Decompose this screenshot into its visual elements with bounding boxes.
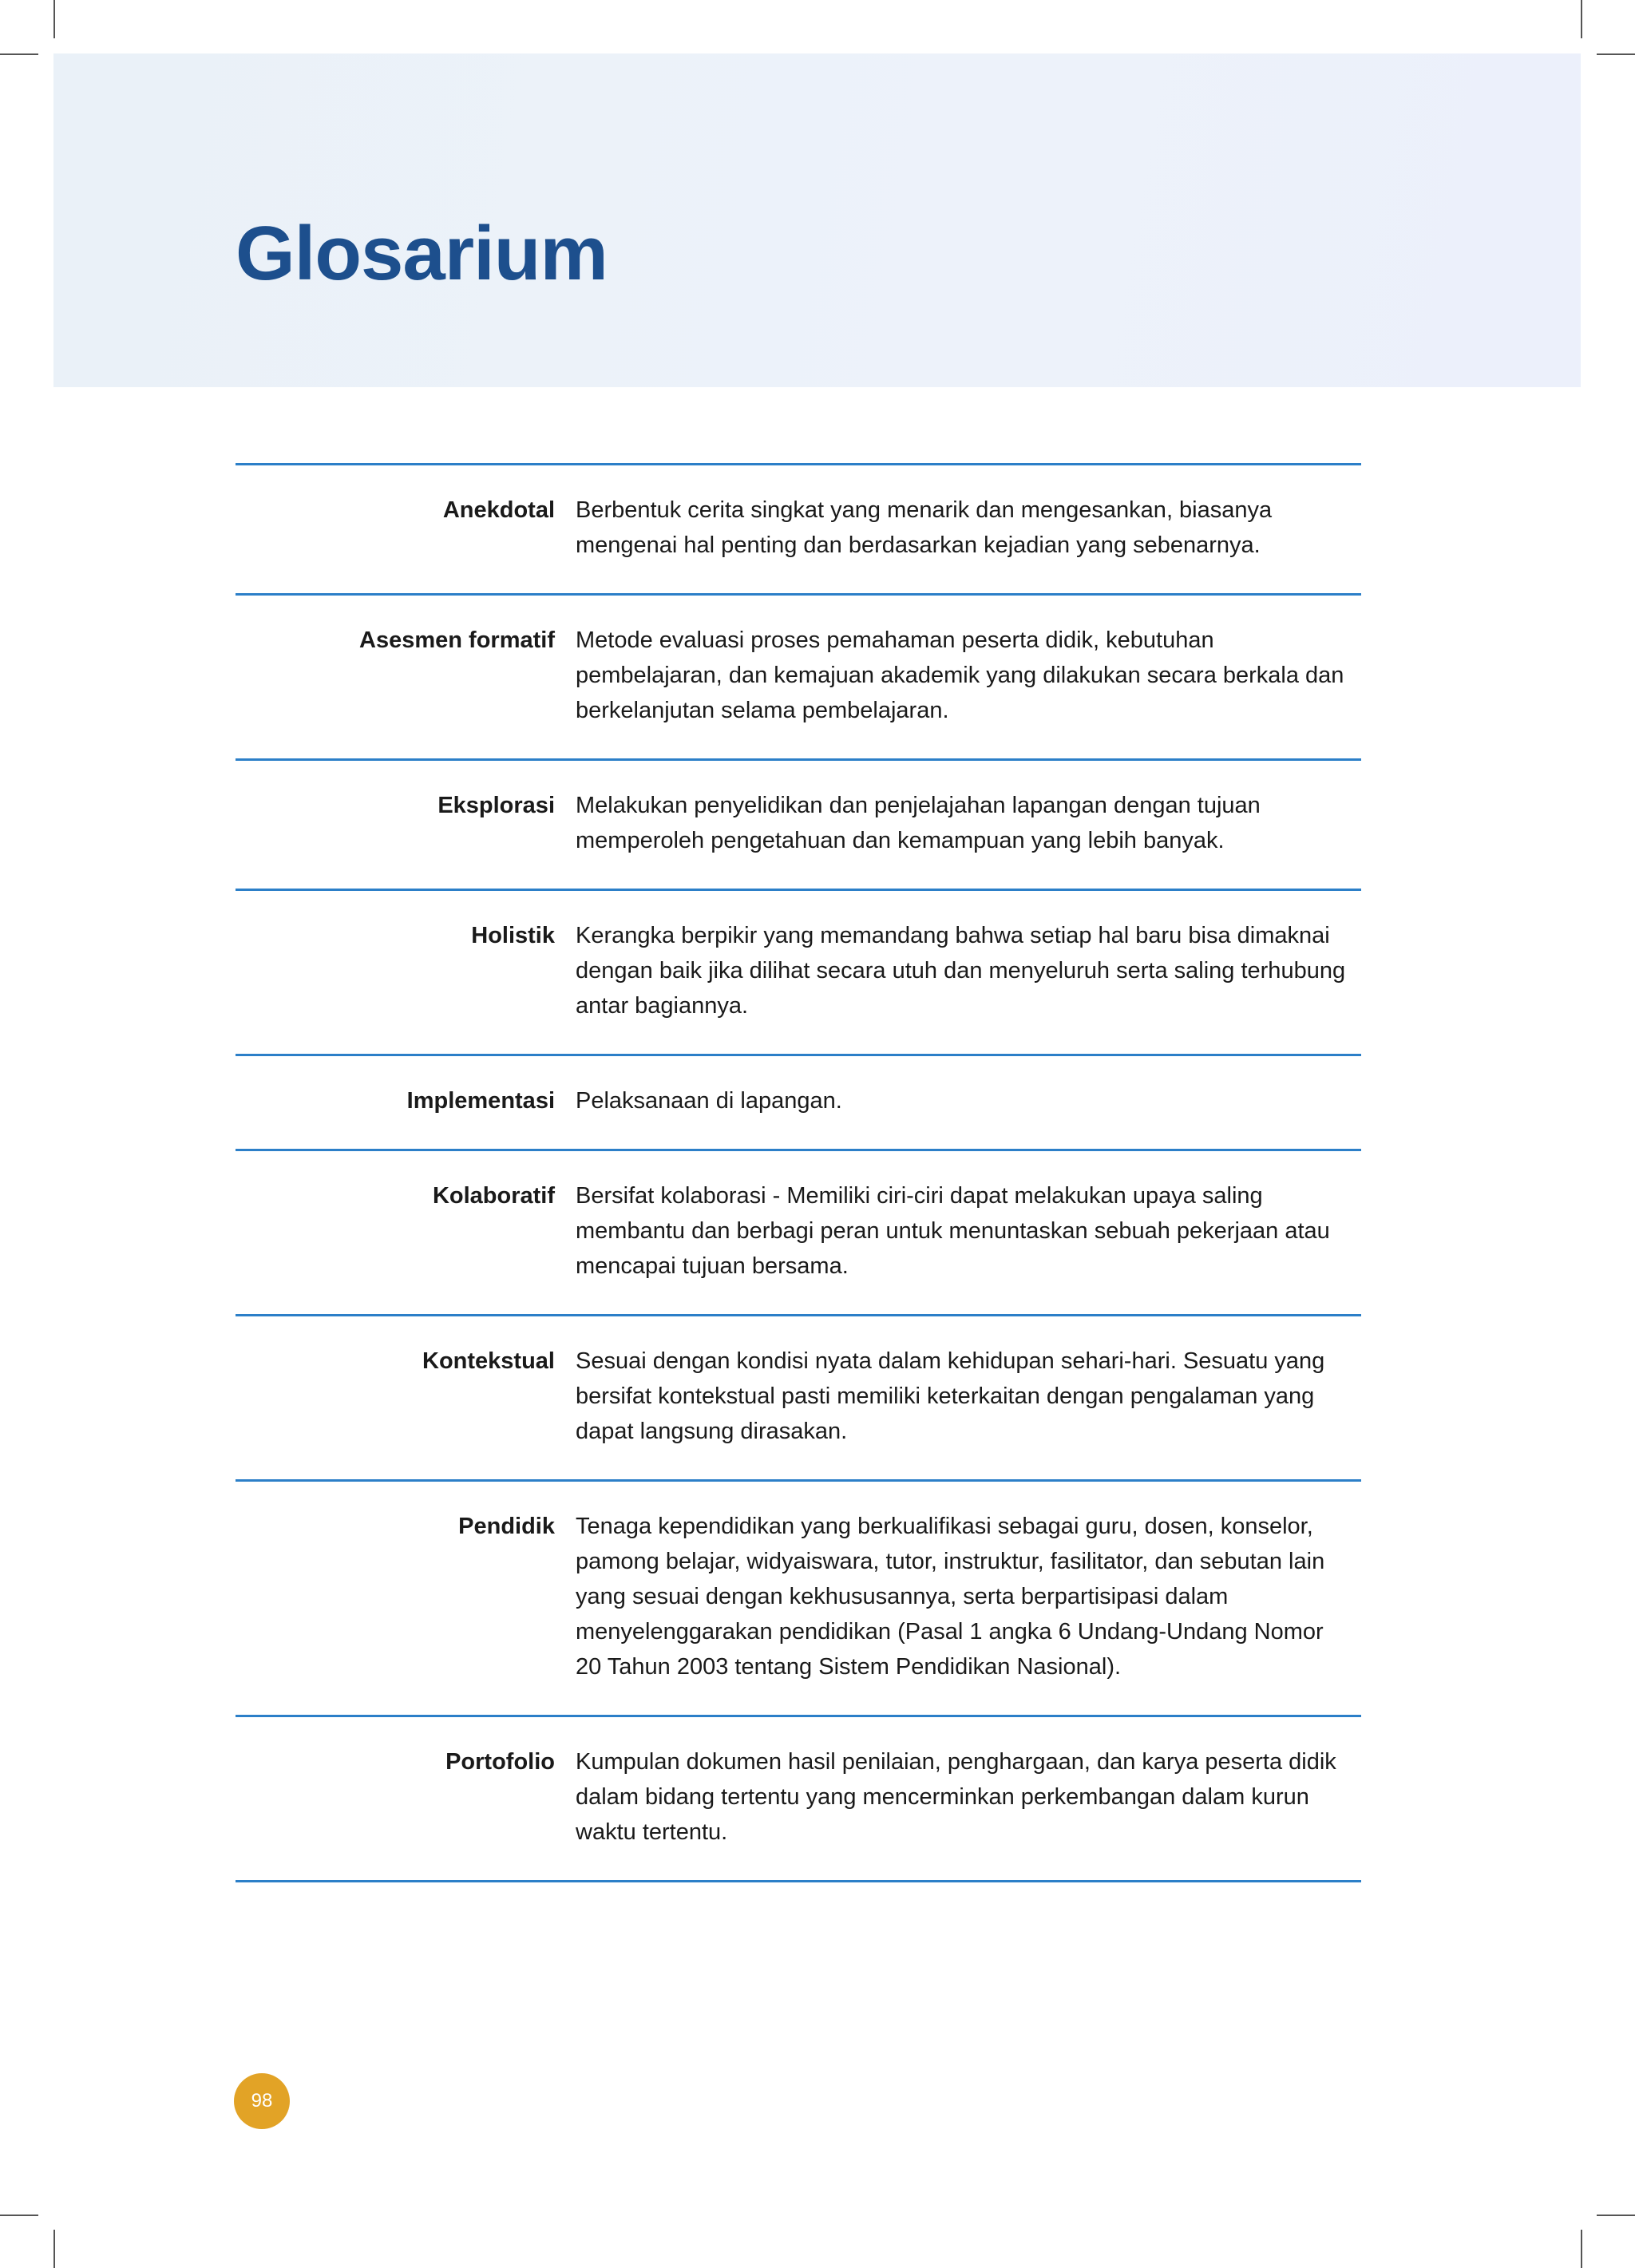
glossary-term: Eksplorasi [437,793,555,818]
glossary-entry [236,1056,1361,1151]
crop-mark-top-left-h [0,53,38,55]
glossary-term: Implementasi [406,1088,555,1114]
glossary-definition: Bersifat kolaborasi - Memiliki ciri-ciri dapat melakukan upaya saling membantu dan berbagi peran untuk menuntaskan sebuah pekerjaan atau mencapai tujuan bersama. [576,1183,1330,1279]
glossary-term: Asesmen formatif [359,627,555,653]
crop-mark-top-right [1581,0,1582,38]
glossary-entry [236,1316,1361,1482]
glossary-entry [236,1482,1361,1717]
crop-mark-top-right-h [1597,53,1635,55]
glossary-definition: Sesuai dengan kondisi nyata dalam kehidupan sehari-hari. Sesuatu yang bersifat kontekstual pasti memiliki keterkaitan dengan pengalaman yang dapat langsung dirasakan. [576,1348,1325,1444]
glossary-entry [236,761,1361,891]
glossary-entry [236,1717,1361,1882]
glossary-definition: Metode evaluasi proses pemahaman peserta didik, kebutuhan pembelajaran, dan kemajuan akademik yang dilakukan secara berkala dan berkelanjutan selama pembelajaran. [576,627,1344,723]
glossary-term: Kolaboratif [432,1183,555,1209]
crop-mark-bottom-right-h [1597,2215,1635,2216]
glossary-definition: Melakukan penyelidikan dan penjelajahan lapangan dengan tujuan memperoleh pengetahuan dan kemampuan yang lebih banyak. [576,793,1261,853]
glossary-list [236,463,1361,1882]
glossary-definition: Pelaksanaan di lapangan. [576,1088,842,1114]
glossary-entry [236,596,1361,761]
glossary-term: Holistik [471,923,555,948]
crop-mark-bottom-right [1581,2230,1582,2268]
glossary-term: Pendidik [458,1514,555,1539]
glossary-term: Kontekstual [422,1348,555,1374]
glossary-entry [236,1151,1361,1316]
page-title: Glosarium [236,211,608,296]
crop-mark-bottom-left-h [0,2215,38,2216]
glossary-definition: Tenaga kependidikan yang berkualifikasi sebagai guru, dosen, konselor, pamong belajar, widyaiswara, tutor, instruktur, fasilitator, dan sebutan lain yang sesuai dengan kekhususannya, serta berpartisipasi dalam menyelenggarakan pendidikan (Pasal 1 angka 6 Undang-Undang Nomor 20 Tahun 2003 tentang Sistem Pendidikan Nasional). [576,1514,1325,1680]
glossary-definition: Kerangka berpikir yang memandang bahwa setiap hal baru bisa dimaknai dengan baik jika dilihat secara utuh dan menyeluruh serta saling terhubung antar bagiannya. [576,923,1346,1019]
glossary-entry [236,465,1361,596]
crop-mark-bottom-left [53,2230,55,2268]
glossary-term: Portofolio [445,1749,555,1775]
glossary-term: Anekdotal [442,497,555,523]
crop-mark-top-left [53,0,55,38]
glossary-definition: Kumpulan dokumen hasil penilaian, penghargaan, dan karya peserta didik dalam bidang tertentu yang mencerminkan perkembangan dalam kurun waktu tertentu. [576,1749,1336,1845]
glossary-entry [236,891,1361,1056]
page-number-badge: 98 [234,2073,290,2129]
glossary-definition: Berbentuk cerita singkat yang menarik dan mengesankan, biasanya mengenai hal penting dan berdasarkan kejadian yang sebenarnya. [576,497,1273,558]
